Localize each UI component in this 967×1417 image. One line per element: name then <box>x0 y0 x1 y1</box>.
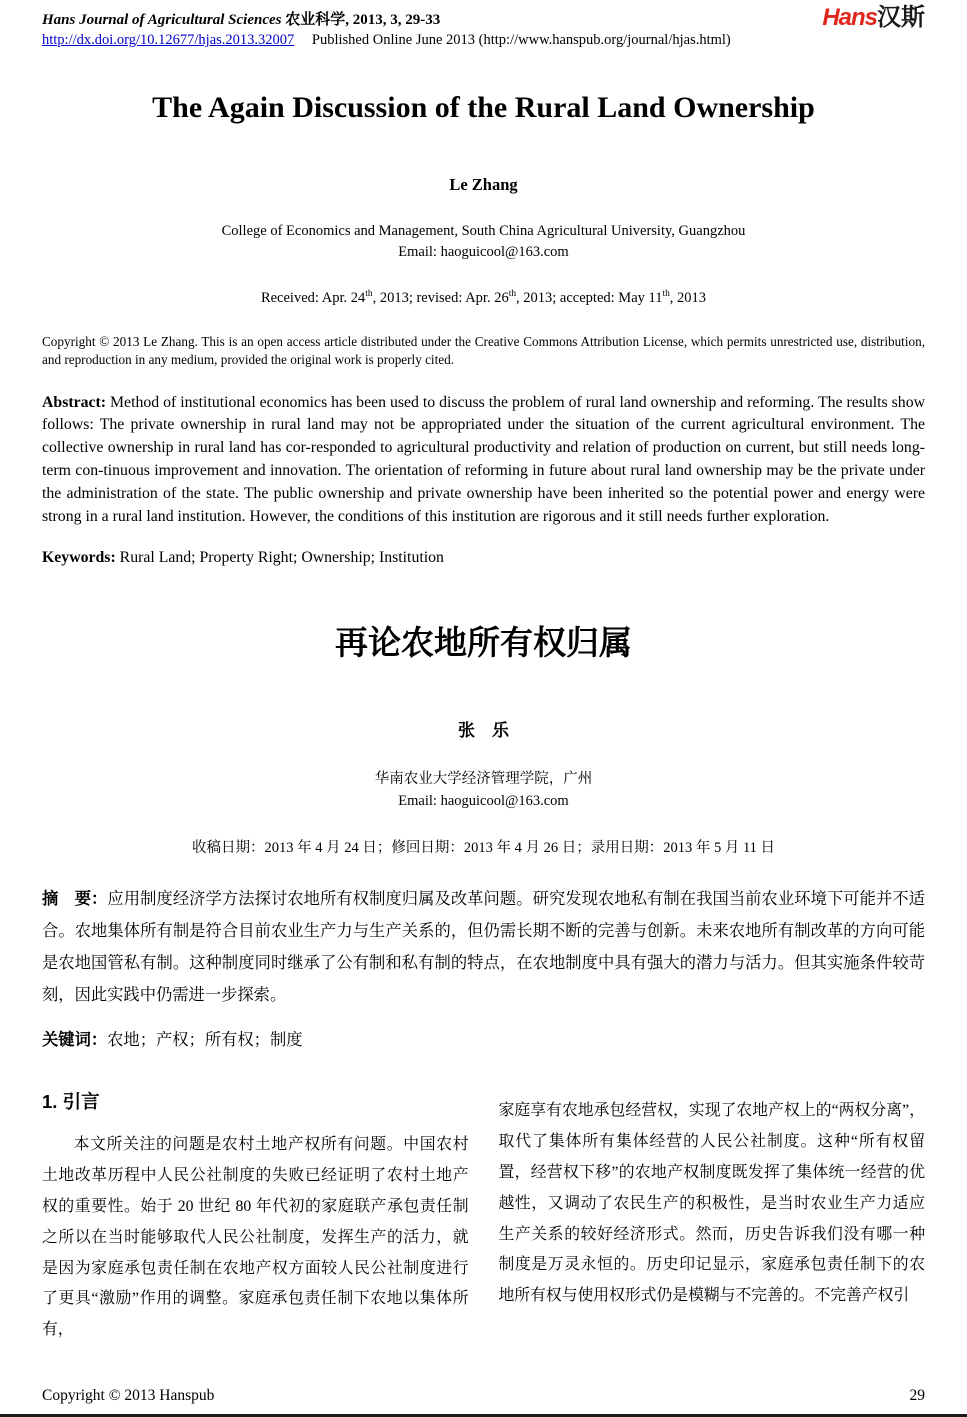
left-column <box>42 1088 469 1346</box>
hans-logo-cn: 汉斯 <box>877 4 925 31</box>
abstract-paragraph <box>42 392 925 529</box>
page-footer <box>42 1387 925 1405</box>
doi-link[interactable]: http://dx.doi.org/10.12677/hjas.2013.32007 <box>42 32 295 49</box>
keywords-line <box>42 549 925 567</box>
two-column-body <box>42 1088 925 1346</box>
author-name-cn: 张 乐 <box>458 720 509 740</box>
superscript-th: th <box>662 289 670 300</box>
received-part: , 2013 <box>669 290 707 307</box>
doi-line <box>42 32 925 49</box>
received-part: , 2013; accepted: May 11 <box>516 290 663 307</box>
journal-title: Hans Journal of Agricultural Sciences <box>42 12 282 28</box>
author-name-en: Le Zhang <box>449 175 518 195</box>
received-part: Received: Apr. 24 <box>260 290 366 307</box>
copyright-notice: Copyright © 2013 Le Zhang. This is an open access article distributed under the Creative Commons Attribution License, which permits unrestricted use, distribution, and reproduction in any medium, provided the original work is properly cited. <box>42 334 925 368</box>
superscript-th: th <box>508 289 517 300</box>
affiliation-block-cn <box>42 769 925 813</box>
keywords-label-cn: 关键词： <box>42 1030 108 1050</box>
right-column-text: 家庭享有农地承包经营权，实现了农地产权上的“两权分离”，取代了集体所有集体经营的人民公社制度。这种“所有权留置，经营权下移”的农地产权制度既发挥了集体统一经营的优越性，又调动了农民生产的积极性，是当时农业生产力适应生产关系的较好经济形式。然而，历史告诉我们没有哪一种制度是万灵永恒的。历史印记显示，家庭承包责任制下的农地所有权与使用权形式仍是模糊与不完善的。不完善产权引 <box>498 1102 925 1305</box>
affiliation-block-en <box>42 221 925 263</box>
affiliation-en: College of Economics and Management, South China Agricultural University, Guangzhou <box>221 223 746 240</box>
received-line <box>42 289 925 307</box>
superscript-th: th <box>365 289 373 300</box>
keywords-text: Rural Land; Property Right; Ownership; Institution <box>119 548 444 566</box>
journal-header-row <box>42 6 925 30</box>
journal-title-cn: 农业科学, 2013, 3, 29-33 <box>285 12 441 28</box>
section-heading-introduction: 1. 引言 <box>42 1091 100 1113</box>
received-part: , 2013; revised: Apr. 26 <box>372 290 509 307</box>
abstract-text-cn: 应用制度经济学方法探讨农地所有权制度归属及改革问题。研究发现农地私有制在我国当前农业环境下可能并不适合。农地集体所有制是符合目前农业生产力与生产关系的，但仍需长期不断的完善与创新。未来农地所有制改革的方向可能是农地国管私有制。这种制度同时继承了公有制和私有制的特点，在农地制度中具有强大的潜力与活力。但其实施条件较苛刻，因此实践中仍需进一步探索。 <box>42 889 925 1004</box>
keywords-text-cn: 农地；产权；所有权；制度 <box>107 1030 303 1050</box>
abstract-text: Method of institutional economics has been used to discuss the problem of rural land ownership and reforming. The results show follows: The private ownership in rural land may not be appropriated under the situation of the current agricultural environment. The collective ownership in rural land has cor-responded to agricultural productivity and relation of production on current, but still needs long-term con-tinuous improvement and innovation. The orientation of reforming in future about rural land ownership may be the private under the administration of the state. The public ownership and private ownership have been inherited so the potential power and energy were strong in a rural land institution. However, the conditions of this institution are rigorous and it still needs further exploration. <box>42 393 926 525</box>
hans-logo-en: Hans <box>822 4 877 31</box>
hans-logo <box>822 6 925 30</box>
journal-title-line <box>42 6 440 30</box>
footer-copyright: Copyright © 2013 Hanspub <box>42 1387 215 1404</box>
left-column-text: 本文所关注的问题是农村土地产权所有问题。中国农村土地改革历程中人民公社制度的失败已经证明了农村土地产权的重要性。始于 20 世纪 80 年代初的家庭联产承包责任制之所以在当时能够取代人民公社制度，发挥生产的活力，就是因为家庭承包责任制在农地产权方面较人民公社制度进行了更具“激励”作用的调整。家庭承包责任制下农地以集体所有， <box>42 1136 469 1339</box>
email-cn: Email: haoguicool@163.com <box>398 792 569 809</box>
abstract-label-cn: 摘 要： <box>42 889 108 909</box>
right-column <box>499 1088 926 1346</box>
abstract-label: Abstract: <box>42 393 107 411</box>
dates-line-cn: 收稿日期：2013 年 4 月 24 日；修回日期：2013 年 4 月 26 日；录用日期：2013 年 5 月 11 日 <box>191 840 776 857</box>
published-info: Published Online June 2013 (http://www.hanspub.org/journal/hjas.html) <box>311 32 731 49</box>
keywords-line-cn <box>42 1026 925 1050</box>
abstract-paragraph-cn <box>42 883 925 1010</box>
affiliation-cn: 华南农业大学经济管理学院，广州 <box>374 770 593 787</box>
article-title-en: The Again Discussion of the Rural Land Ownership <box>152 91 815 125</box>
email-en: Email: haoguicool@163.com <box>398 244 569 261</box>
keywords-label: Keywords: <box>42 548 116 566</box>
article-title-cn: 再论农地所有权归属 <box>335 625 632 662</box>
page-number: 29 <box>909 1387 925 1404</box>
journal-header <box>42 6 925 49</box>
